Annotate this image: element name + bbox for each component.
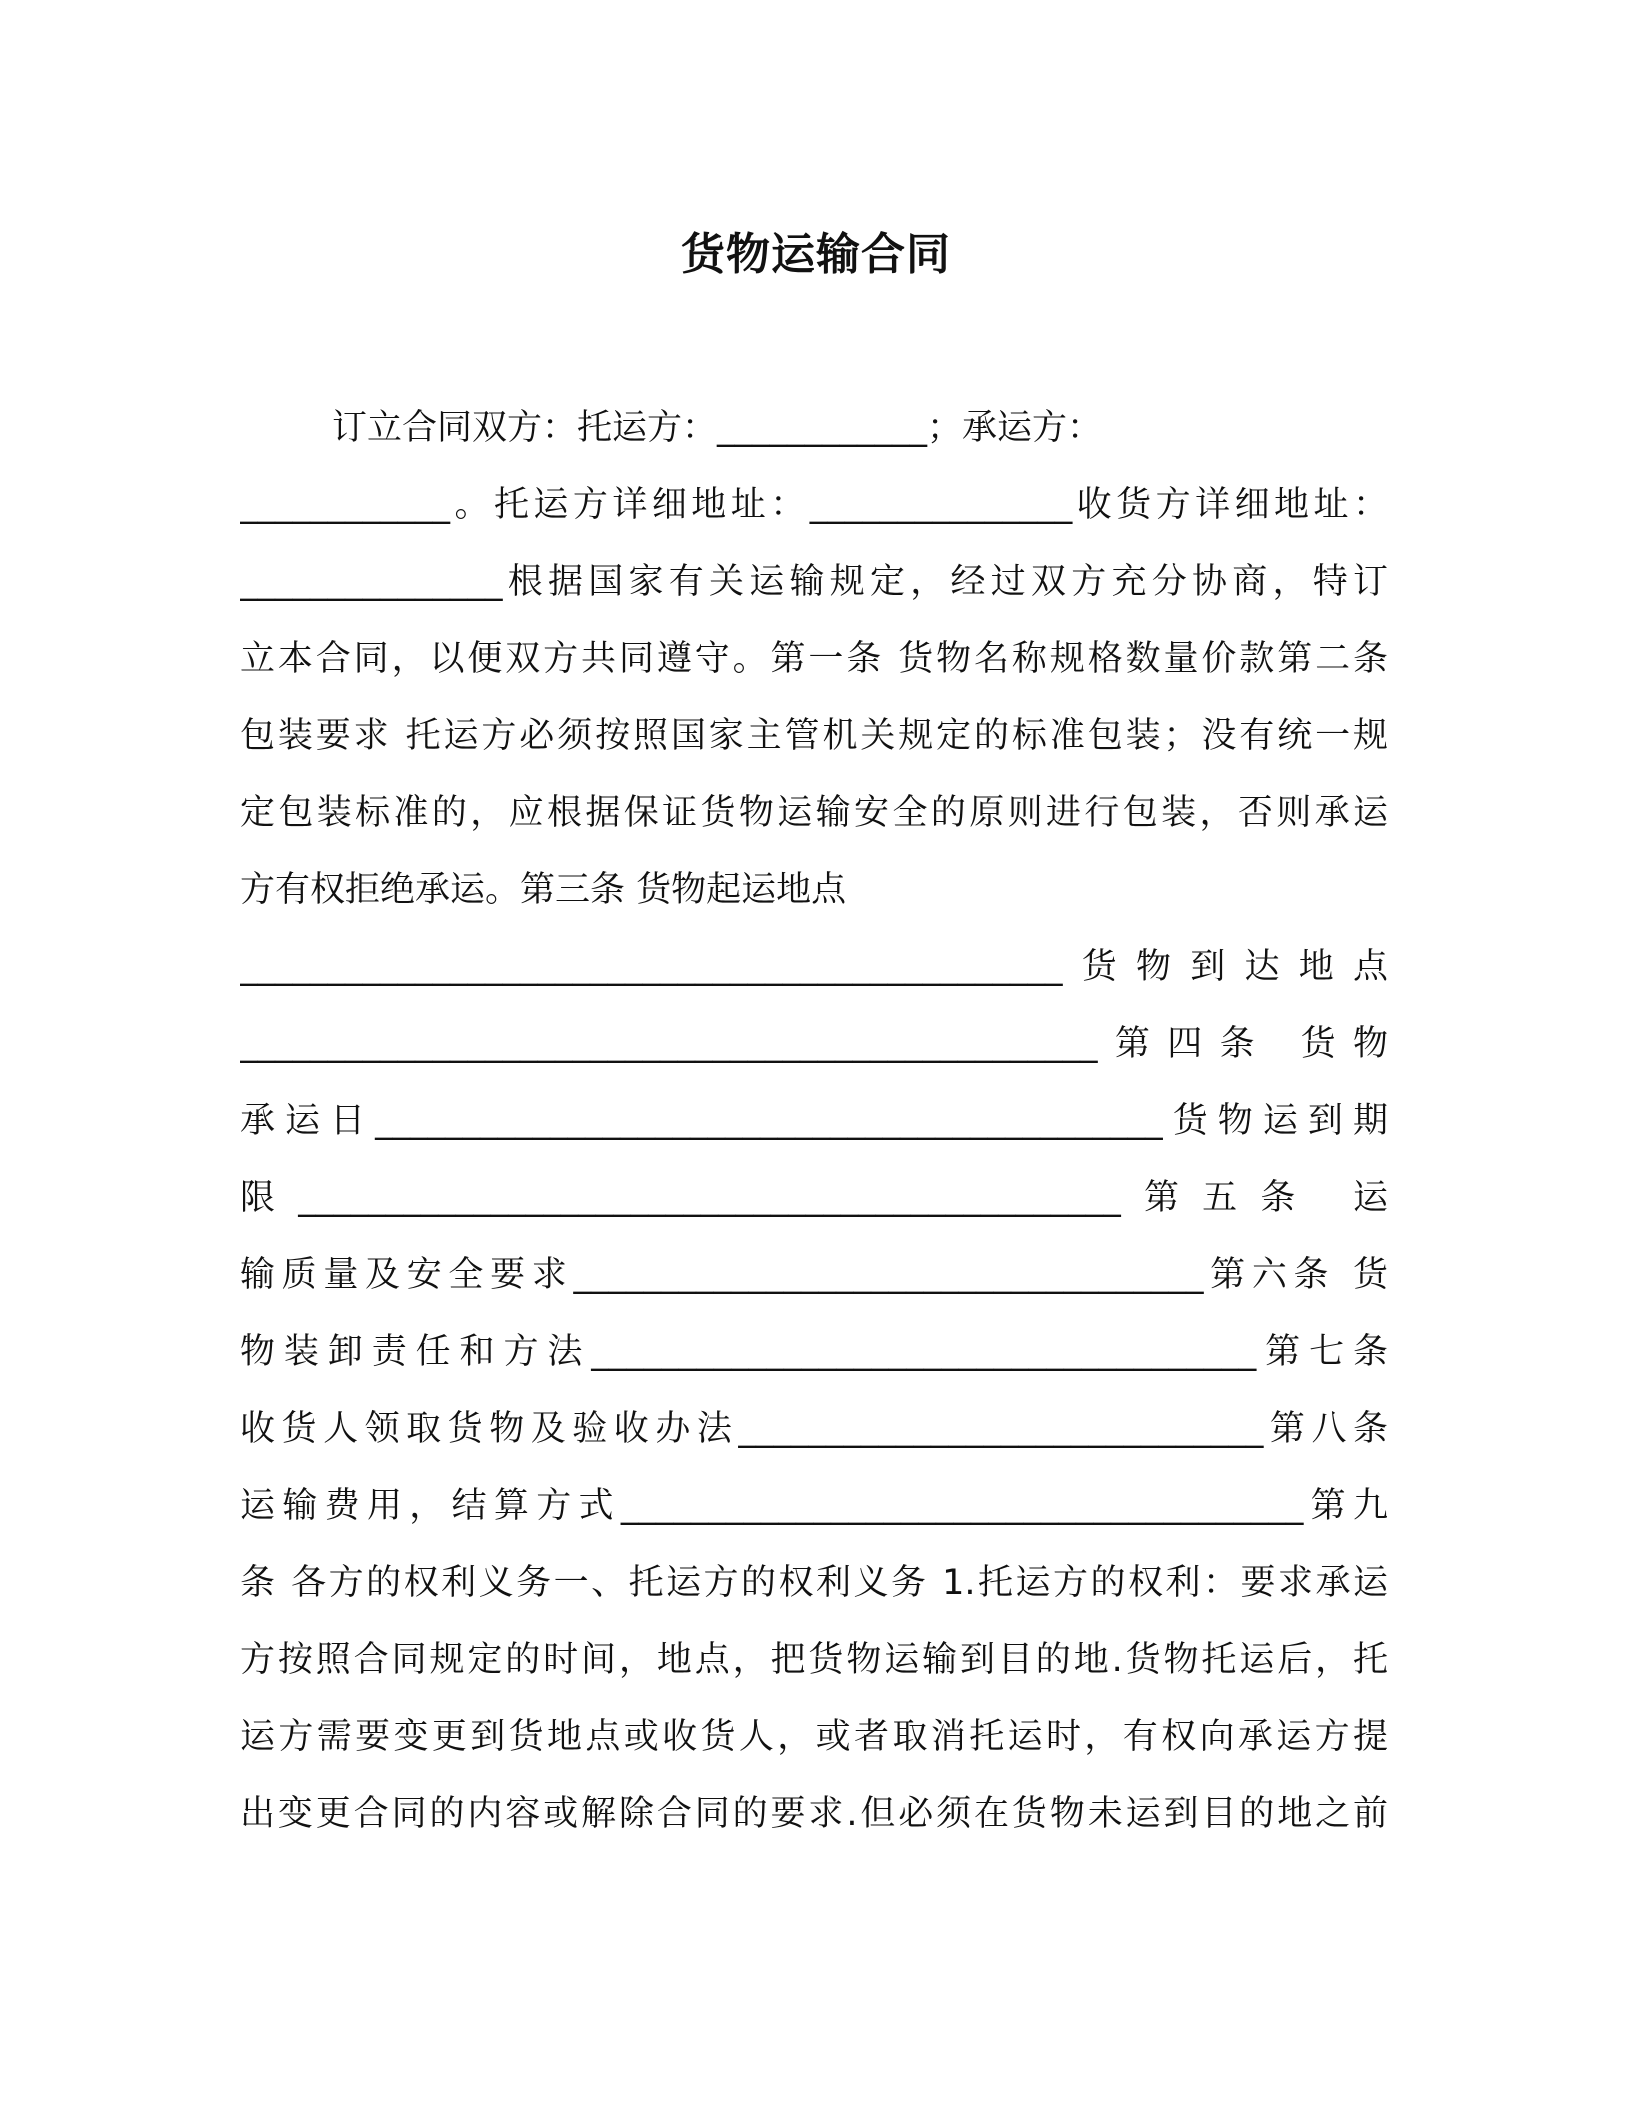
body-line: 出变更合同的内容或解除合同的要求.但必须在货物未运到目的地之前	[240, 1794, 1388, 1834]
body-line: 运输费用，结算方式_______________________________________第九	[240, 1486, 1388, 1526]
body-line: 立本合同，以便双方共同遵守。第一条 货物名称规格数量价款第二条	[240, 639, 1388, 679]
body-line: 方有权拒绝承运。第三条 货物起运地点	[240, 870, 847, 910]
body-line: _________________________________________________第四条 货物	[240, 1024, 1388, 1064]
body-line: 输质量及安全要求____________________________________第六条 货	[240, 1255, 1388, 1295]
body-line: _______________根据国家有关运输规定，经过双方充分协商，特订	[240, 562, 1388, 602]
document-title: 货物运输合同	[681, 229, 951, 280]
body-line: 订立合同双方：托运方：____________；承运方：	[332, 408, 1103, 448]
body-line: 物装卸责任和方法______________________________________第七条	[240, 1332, 1388, 1372]
body-line: 条 各方的权利义务一、托运方的权利义务 1.托运方的权利：要求承运	[240, 1563, 1388, 1603]
body-line: 运方需要变更到货地点或收货人，或者取消托运时，有权向承运方提	[240, 1717, 1388, 1757]
body-line: 收货人领取货物及验收办法______________________________第八条	[240, 1409, 1388, 1449]
document-body	[240, 390, 1388, 1853]
body-line: 定包装标准的，应根据保证货物运输安全的原则进行包装，否则承运	[240, 793, 1388, 833]
body-line: 方按照合同规定的时间，地点，把货物运输到目的地.货物托运后，托	[240, 1640, 1388, 1680]
body-line: 包装要求 托运方必须按照国家主管机关规定的标准包装；没有统一规	[240, 716, 1388, 756]
body-line: ____________。托运方详细地址：_______________收货方详细地址：	[240, 485, 1388, 525]
body-line: _______________________________________________货物到达地点	[240, 947, 1388, 987]
body-line: 限_______________________________________________第五条 运	[240, 1178, 1388, 1218]
body-line: 承运日_____________________________________________货物运到期	[240, 1101, 1388, 1141]
